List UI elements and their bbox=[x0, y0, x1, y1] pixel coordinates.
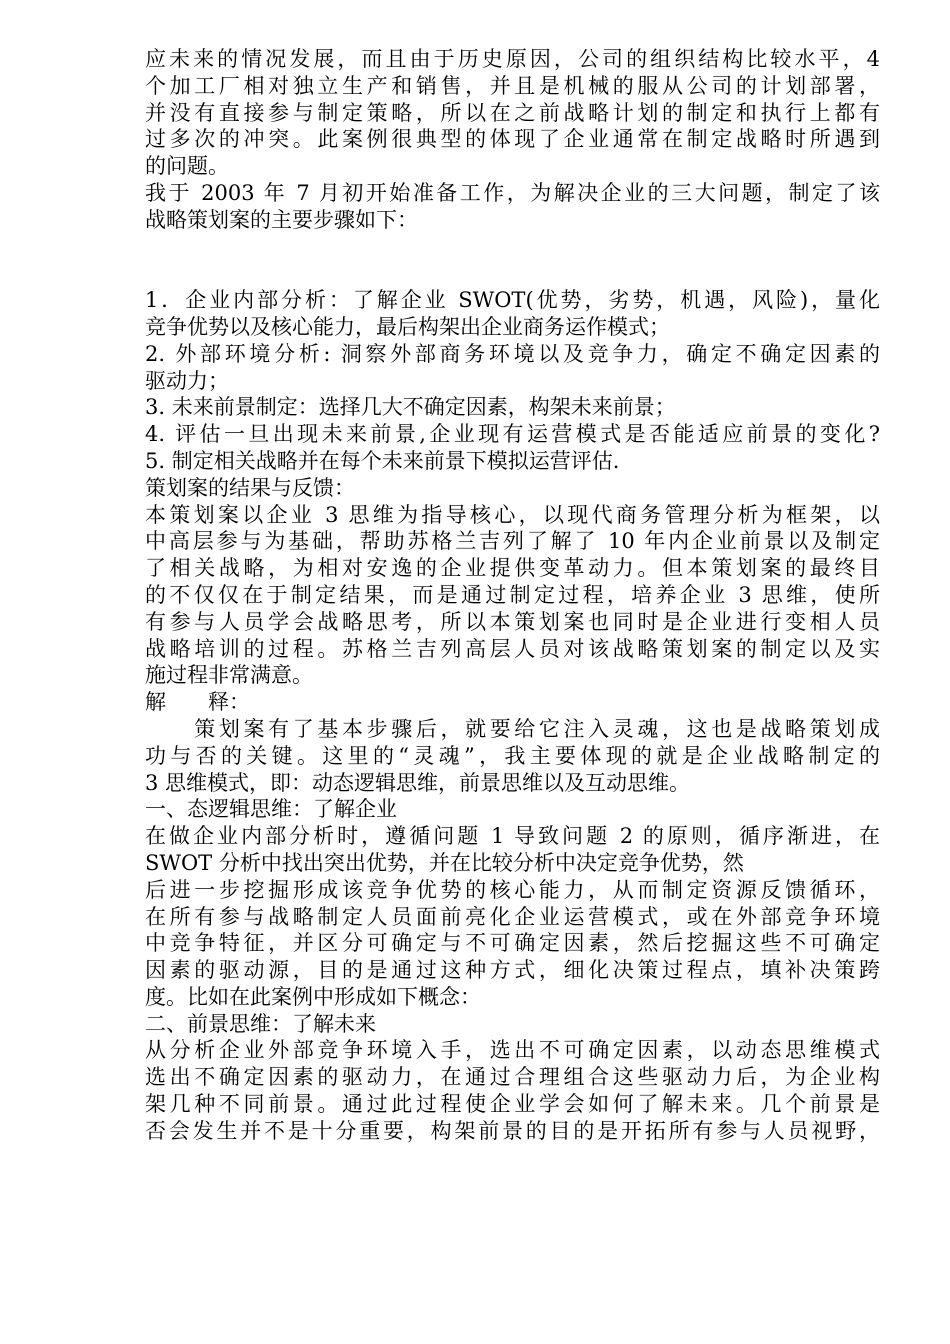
text-line: 施过程非常满意。 bbox=[145, 663, 313, 688]
text-line: 从分析企业外部竞争环境入手，选出不可确定因素，以动态思维模式 bbox=[145, 1038, 880, 1063]
text-line: 5. 制定相关战略并在每个未来前景下模拟运营评估. bbox=[145, 448, 620, 473]
text-line: 选出不确定因素的驱动力，在通过合理组合这些驱动力后，为企业构 bbox=[145, 1065, 880, 1090]
text-line: 否会发生并不是十分重要，构架前景的目的是开拓所有参与人员视野， bbox=[145, 1118, 880, 1143]
text-line: 在所有参与战略制定人员面前亮化企业运营模式，或在外部竞争环境 bbox=[145, 904, 880, 929]
text-line: 中竞争特征，并区分可确定与不可确定因素，然后挖掘这些不可确定 bbox=[145, 931, 880, 956]
text-line: SWOT 分析中找出突出优势，并在比较分析中决定竞争优势，然 bbox=[145, 850, 744, 875]
text-line: 个加工厂相对独立生产和销售，并且是机械的服从公司的计划部署， bbox=[145, 73, 880, 98]
blank-line bbox=[145, 260, 880, 287]
text-line: 的问题。 bbox=[145, 154, 229, 179]
text-line: 战略培训的过程。苏格兰吉列高层人员对该战略策划案的制定以及实 bbox=[145, 636, 880, 661]
text-line: 2. 外部环境分析: 洞察外部商务环境以及竞争力，确定不确定因素的 bbox=[145, 341, 880, 366]
section-heading: 二、前景思维：了解未来 bbox=[145, 1011, 376, 1036]
text-line: 后进一步挖掘形成该竞争优势的核心能力，从而制定资源反馈循环， bbox=[145, 877, 880, 902]
text-line: 架几种不同前景。通过此过程使企业学会如何了解未来。几个前景是 bbox=[145, 1092, 880, 1117]
text-line: 过多次的冲突。此案例很典型的体现了企业通常在制定战略时所遇到 bbox=[145, 127, 880, 152]
text-line: 度。比如在此案例中形成如下概念： bbox=[145, 984, 481, 1009]
text-line: 竞争优势以及核心能力，最后构架出企业商务运作模式； bbox=[145, 314, 670, 339]
text-line: 中高层参与为基础，帮助苏格兰吉列了解了 10 年内企业前景以及制定 bbox=[145, 529, 880, 554]
text-line: 应未来的情况发展，而且由于历史原因，公司的组织结构比较水平，4 bbox=[145, 47, 880, 71]
text-line: 有参与人员学会战略思考，所以本策划案也同时是企业进行变相人员 bbox=[145, 609, 880, 634]
text-line: 驱动力； bbox=[145, 368, 229, 393]
text-line: 1．企业内部分析：了解企业 SWOT(优势，劣势，机遇，风险)，量化 bbox=[145, 288, 880, 313]
document-body-text bbox=[145, 46, 880, 1145]
text-line: 4. 评估一旦出现未来前景,企业现有运营模式是否能适应前景的变化? bbox=[145, 422, 880, 447]
text-line: 本策划案以企业 3 思维为指导核心，以现代商务管理分析为框架，以 bbox=[145, 502, 880, 527]
text-line: 策划案的结果与反馈： bbox=[145, 475, 355, 500]
text-line: 功与否的关键。这里的“灵魂”，我主要体现的就是企业战略制定的 bbox=[145, 743, 880, 768]
text-line: 策划案有了基本步骤后，就要给它注入灵魂，这也是战略策划成 bbox=[145, 716, 880, 741]
text-line: 我于 2003 年 7 月初开始准备工作，为解决企业的三大问题，制定了该 bbox=[145, 180, 880, 205]
text-line: 并没有直接参与制定策略，所以在之前战略计划的制定和执行上都有 bbox=[145, 100, 880, 125]
text-line: 因素的驱动源，目的是通过这种方式，细化决策过程点，填补决策跨 bbox=[145, 958, 880, 983]
text-line: 的不仅仅在于制定结果，而是通过制定过程，培养企业 3 思维，使所 bbox=[145, 582, 880, 607]
text-line: 3 思维模式，即：动态逻辑思维，前景思维以及互动思维。 bbox=[145, 770, 691, 795]
text-line: 战略策划案的主要步骤如下： bbox=[145, 207, 418, 232]
blank-line bbox=[145, 234, 880, 261]
text-line: 3. 未来前景制定：选择几大不确定因素，构架未来前景； bbox=[145, 395, 676, 420]
section-label: 解 释： bbox=[145, 690, 250, 715]
text-line: 在做企业内部分析时，遵循问题 1 导致问题 2 的原则，循序渐进，在 bbox=[145, 824, 880, 849]
section-heading: 一、态逻辑思维：了解企业 bbox=[145, 797, 397, 822]
text-line: 了相关战略，为相对安逸的企业提供变革动力。但本策划案的最终目 bbox=[145, 556, 880, 581]
